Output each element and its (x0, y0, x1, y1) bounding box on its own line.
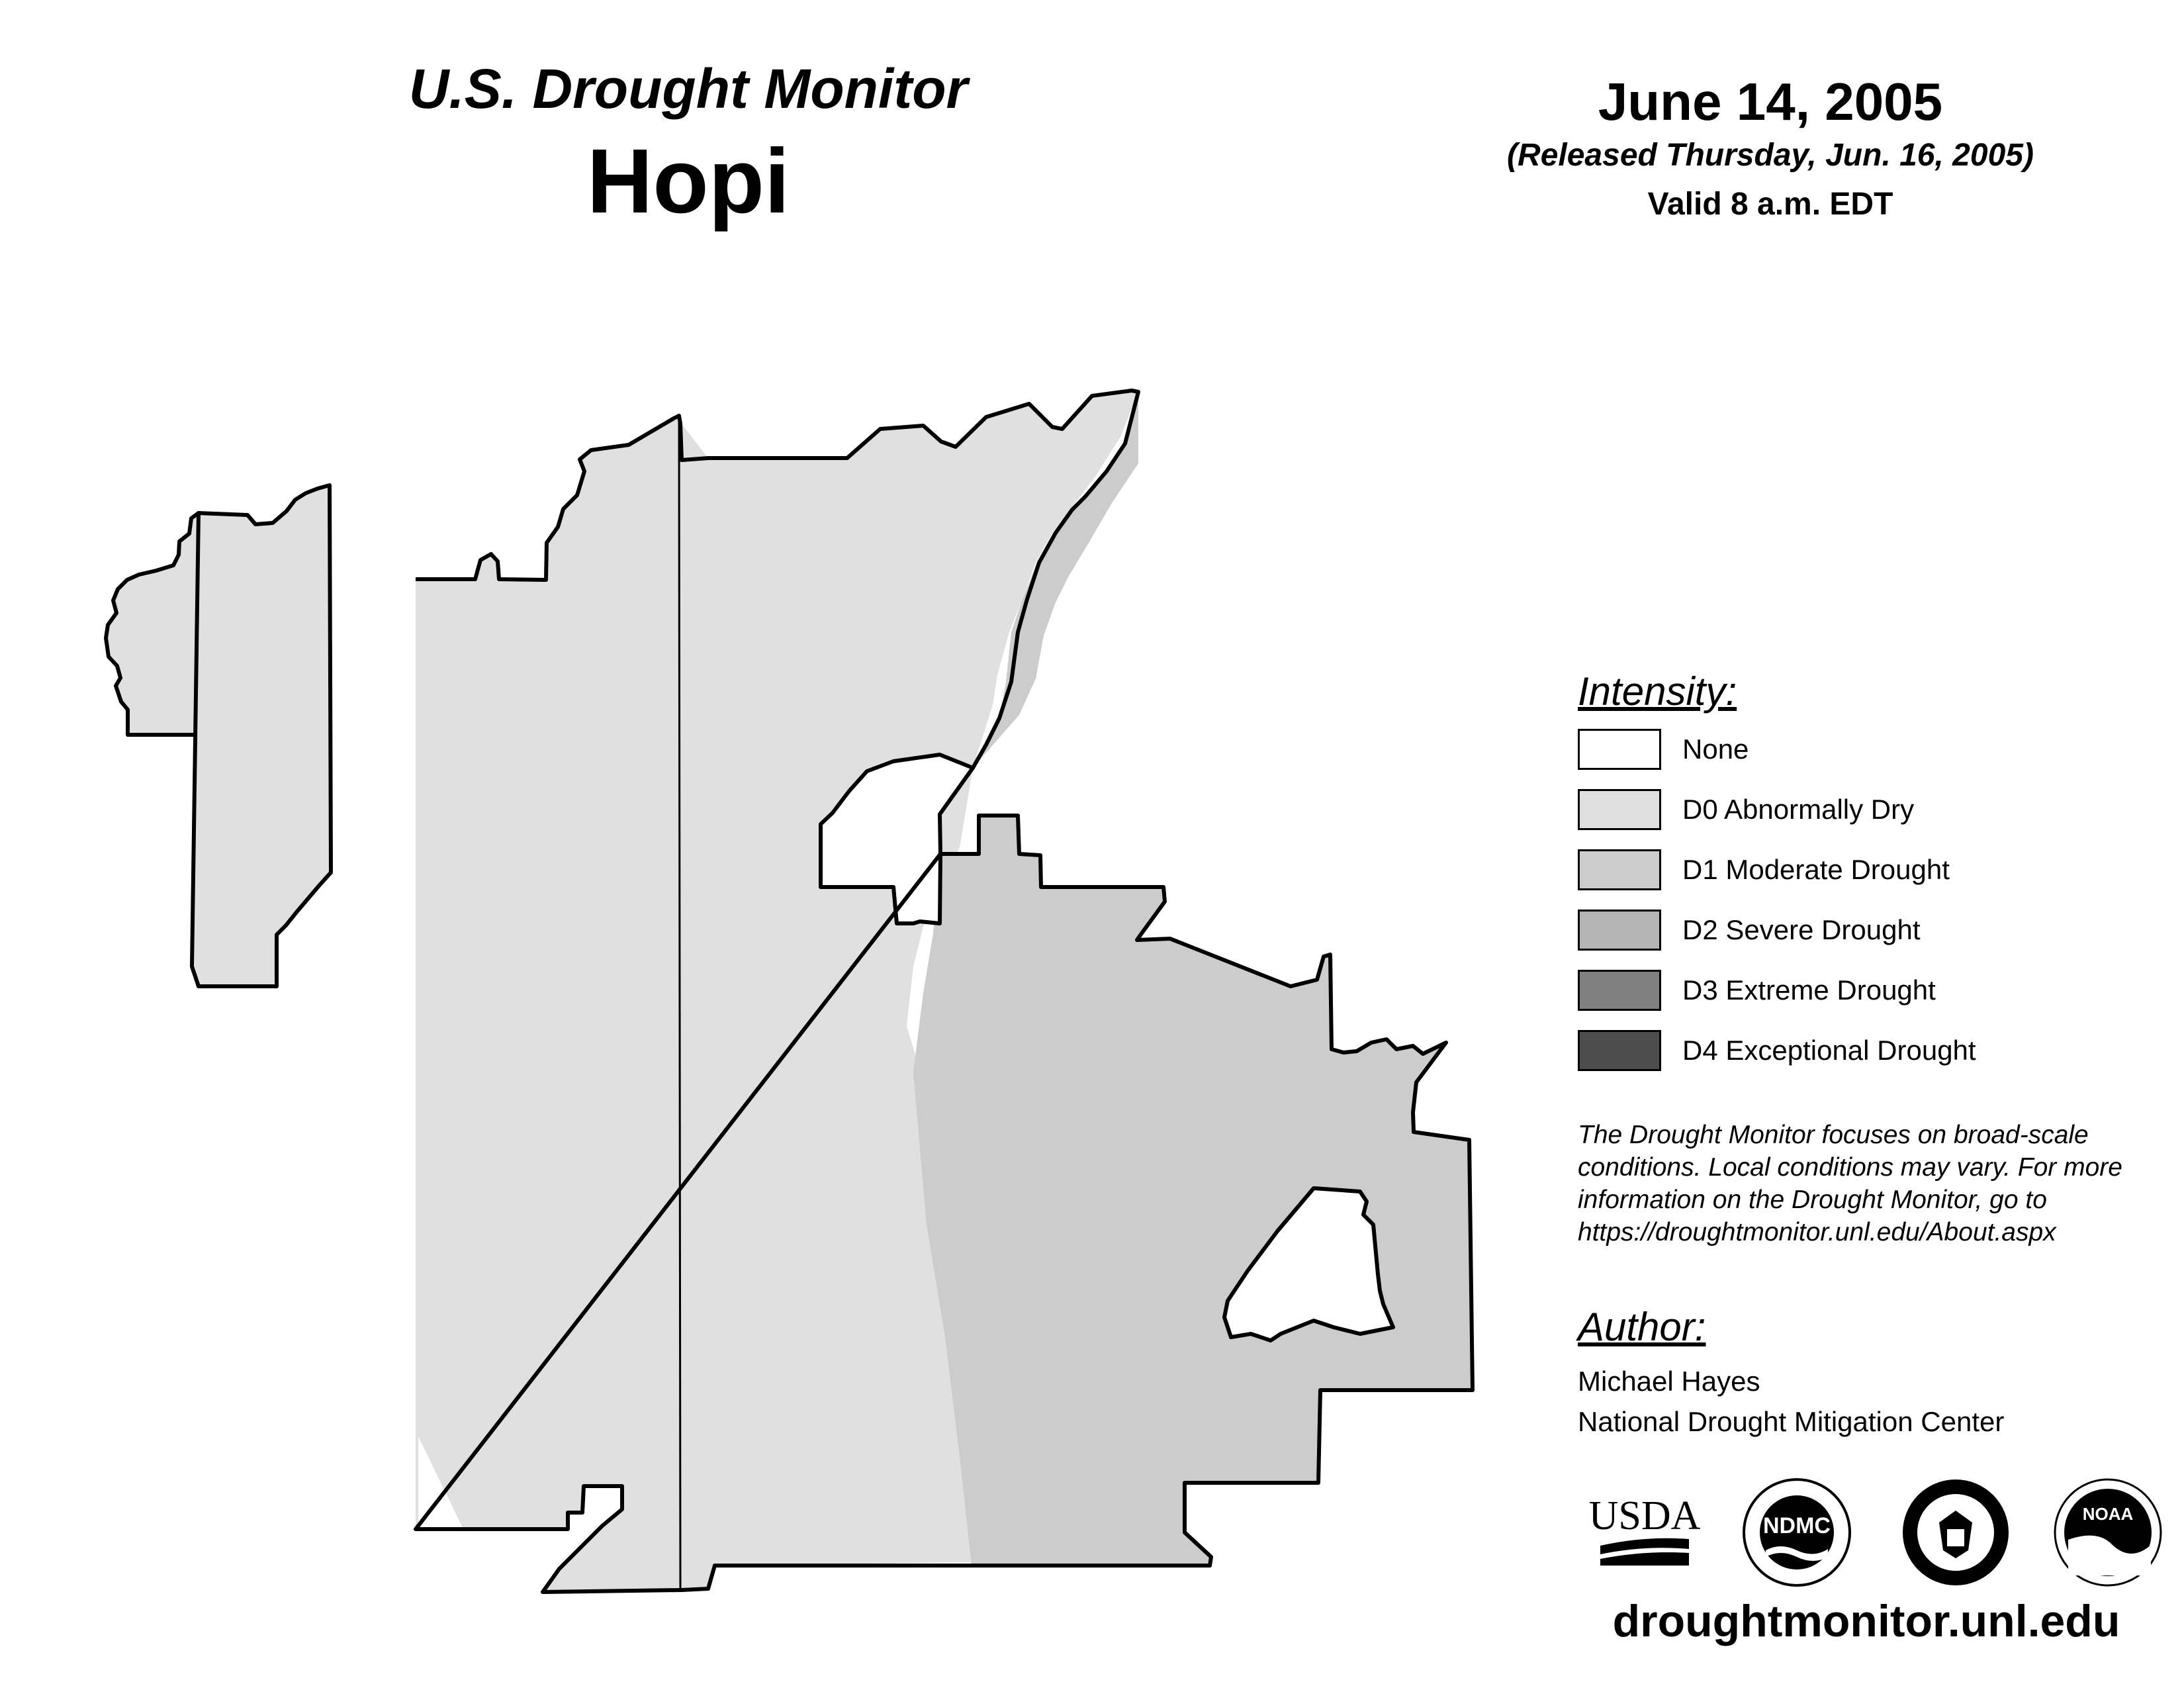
legend-label: D4 Exceptional Drought (1682, 1035, 1976, 1066)
noaa-logo-text: NOAA (2082, 1504, 2134, 1524)
legend-swatch (1578, 789, 1661, 830)
author-name: Michael Hayes (1578, 1366, 1760, 1397)
ndmc-logo (1741, 1476, 1853, 1589)
region-name: Hopi (586, 130, 790, 233)
release-date: (Released Thursday, Jun. 16, 2005) (1507, 138, 2034, 173)
legend-swatch (1578, 910, 1661, 951)
disclaimer-text: The Drought Monitor focuses on broad-scale conditions. Local conditions may vary. For more information on the Drought Monitor, go to https://droughtmonitor.unl.edu/About.aspx (1578, 1121, 2122, 1247)
legend-label: None (1682, 733, 1749, 765)
legend-swatch (1578, 1030, 1661, 1071)
noaa-logo (2052, 1476, 2164, 1589)
usda-logo (1588, 1476, 1701, 1589)
map-region-d1-east (913, 816, 1473, 1566)
legend-item (1578, 1029, 2173, 1072)
legend-rows (1578, 727, 2173, 1072)
legend-swatch (1578, 729, 1661, 770)
legend-label: D3 Extreme Drought (1682, 974, 1936, 1006)
legend-item (1578, 848, 2173, 892)
legend (1578, 669, 2173, 1089)
author-block (1578, 1304, 2173, 1442)
legend-item (1578, 788, 2173, 831)
map-region-west-parcel-east (192, 485, 331, 986)
legend-label: D1 Moderate Drought (1682, 854, 1950, 885)
legend-item (1578, 908, 2173, 952)
map-date: June 14, 2005 (1598, 72, 1943, 131)
legend-label: D2 Severe Drought (1682, 914, 1921, 945)
map-region-west-parcel (106, 513, 199, 735)
author-title: Author: (1578, 1305, 1706, 1349)
legend-item (1578, 727, 2173, 771)
legend-swatch (1578, 970, 1661, 1011)
logo-strip (1588, 1476, 2164, 1589)
date-block (1456, 71, 2085, 226)
monitor-title: U.S. Drought Monitor (408, 58, 968, 120)
legend-swatch (1578, 849, 1661, 890)
legend-title: Intensity: (1578, 669, 1737, 714)
usda-logo-text: USDA (1588, 1493, 1701, 1538)
legend-item (1578, 968, 2173, 1012)
legend-label: D0 Abnormally Dry (1682, 794, 1915, 825)
map-internal-boundary (679, 416, 680, 1589)
author-organization: National Drought Mitigation Center (1578, 1405, 2005, 1437)
valid-time: Valid 8 a.m. EDT (1647, 187, 1893, 222)
commerce-seal (1899, 1476, 2012, 1589)
website-url[interactable]: droughtmonitor.unl.edu (1612, 1596, 2120, 1646)
ndmc-logo-text: NDMC (1763, 1513, 1831, 1538)
